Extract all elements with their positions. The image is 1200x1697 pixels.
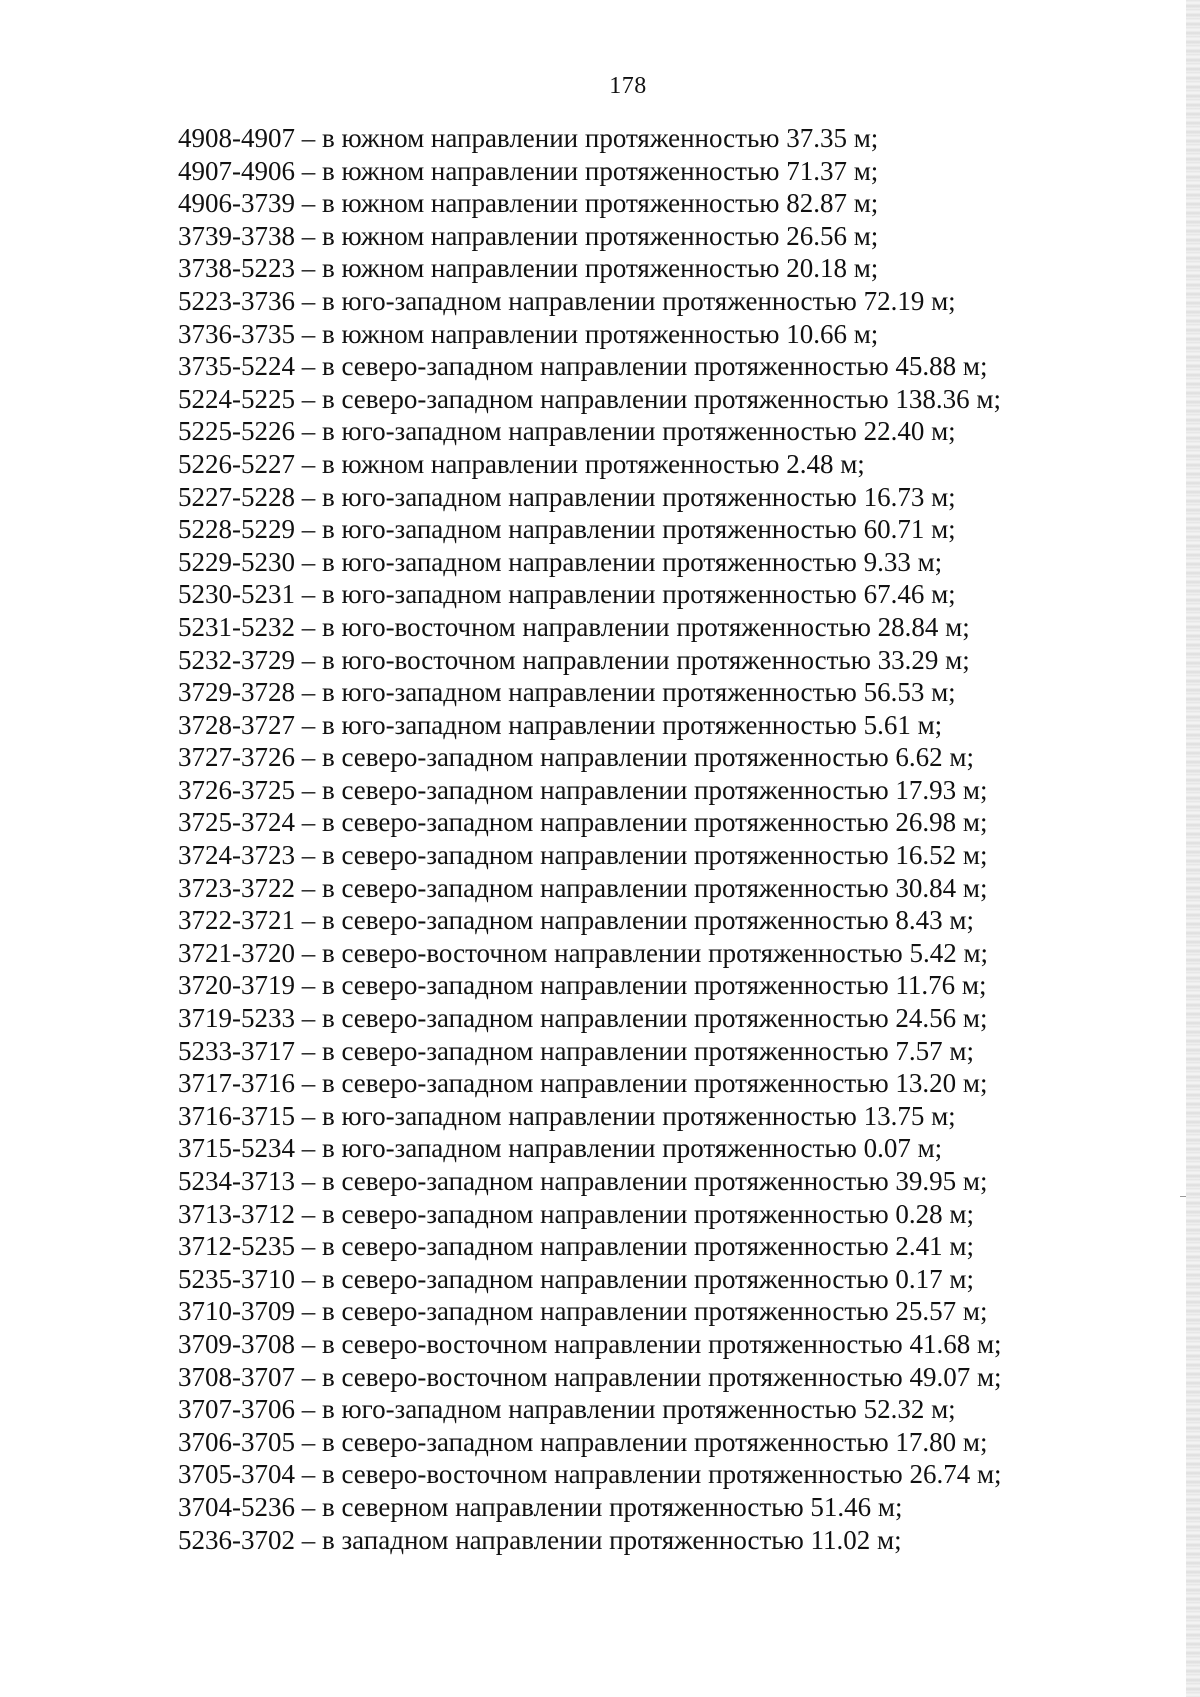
list-item: 3739-3738 – в южном направлении протяженностью 26.56 м; — [178, 220, 879, 251]
list-item: 5230-5231 – в юго-западном направлении протяженностью 67.46 м; — [178, 579, 956, 610]
list-item: 5235-3710 – в северо-западном направлении протяженностью 0.17 м; — [178, 1263, 974, 1294]
list-item: 3727-3726 – в северо-западном направлении протяженностью 6.62 м; — [178, 742, 974, 773]
list-item: 5233-3717 – в северо-западном направлении протяженностью 7.57 м; — [178, 1035, 974, 1066]
list-item: 4907-4906 – в южном направлении протяженностью 71.37 м; — [178, 155, 879, 186]
list-item: 3708-3707 – в северо-восточном направлении протяженностью 49.07 м; — [178, 1361, 1002, 1392]
list-item: 3717-3716 – в северо-западном направлении протяженностью 13.20 м; — [178, 1068, 988, 1099]
list-item: 3725-3724 – в северо-западном направлении протяженностью 26.98 м; — [178, 807, 988, 838]
list-item: 3713-3712 – в северо-западном направлении протяженностью 0.28 м; — [178, 1198, 974, 1229]
list-item: 5232-3729 – в юго-восточном направлении протяженностью 33.29 м; — [178, 644, 970, 675]
list-item: 3716-3715 – в юго-западном направлении протяженностью 13.75 м; — [178, 1100, 956, 1131]
list-item: 3720-3719 – в северо-западном направлении протяженностью 11.76 м; — [178, 970, 987, 1001]
list-item: 5226-5227 – в южном направлении протяженностью 2.48 м; — [178, 448, 865, 479]
list-item: 3721-3720 – в северо-восточном направлении протяженностью 5.42 м; — [178, 937, 989, 968]
list-item: 3728-3727 – в юго-западном направлении протяженностью 5.61 м; — [178, 709, 943, 740]
list-item: 5224-5225 – в северо-западном направлении протяженностью 138.36 м; — [178, 383, 1001, 414]
list-item: 4906-3739 – в южном направлении протяженностью 82.87 м; — [178, 188, 879, 219]
list-item: 5228-5229 – в юго-западном направлении протяженностью 60.71 м; — [178, 514, 956, 545]
list-item: 4908-4907 – в южном направлении протяженностью 37.35 м; — [178, 123, 879, 153]
list-item: 3726-3725 – в северо-западном направлении протяженностью 17.93 м; — [178, 774, 988, 805]
list-item: 3706-3705 – в северо-западном направлении протяженностью 17.80 м; — [178, 1426, 988, 1457]
list-item: 5225-5226 – в юго-западном направлении протяженностью 22.40 м; — [178, 416, 956, 447]
page-number: 178 — [609, 73, 647, 99]
list-item: 3707-3706 – в юго-западном направлении протяженностью 52.32 м; — [178, 1394, 956, 1425]
list-item: 5223-3736 – в юго-западном направлении протяженностью 72.19 м; — [178, 285, 956, 316]
list-item: 3719-5233 – в северо-западном направлении протяженностью 24.56 м; — [178, 1003, 988, 1034]
list-item: 3705-3704 – в северо-восточном направлении протяженностью 26.74 м; — [178, 1459, 1002, 1490]
list-item: 3724-3723 – в северо-западном направлении протяженностью 16.52 м; — [178, 840, 988, 871]
list-item: 5236-3702 – в западном направлении протяженностью 11.02 м; — [178, 1524, 902, 1555]
list-item: 3715-5234 – в юго-западном направлении протяженностью 0.07 м; — [178, 1133, 943, 1164]
boundary-segment-list — [178, 122, 1002, 1556]
list-item: 3738-5223 – в южном направлении протяженностью 20.18 м; — [178, 253, 879, 284]
list-item: 3735-5224 – в северо-западном направлении протяженностью 45.88 м; — [178, 351, 988, 382]
list-item: 3722-3721 – в северо-западном направлении протяженностью 8.43 м; — [178, 905, 974, 936]
list-item: 3729-3728 – в юго-западном направлении протяженностью 56.53 м; — [178, 677, 956, 708]
list-item: 3709-3708 – в северо-восточном направлении протяженностью 41.68 м; — [178, 1328, 1002, 1359]
list-item: 3704-5236 – в северном направлении протяженностью 51.46 м; — [178, 1491, 903, 1522]
list-item: 5231-5232 – в юго-восточном направлении протяженностью 28.84 м; — [178, 611, 970, 642]
list-item: 3736-3735 – в южном направлении протяженностью 10.66 м; — [178, 318, 879, 349]
list-item: 3723-3722 – в северо-западном направлении протяженностью 30.84 м; — [178, 872, 988, 903]
list-item: 5227-5228 – в юго-западном направлении протяженностью 16.73 м; — [178, 481, 956, 512]
scan-edge — [1186, 0, 1200, 1697]
list-item: 3712-5235 – в северо-западном направлении протяженностью 2.41 м; — [178, 1231, 974, 1262]
list-item: 5229-5230 – в юго-западном направлении протяженностью 9.33 м; — [178, 546, 943, 577]
list-item: 3710-3709 – в северо-западном направлении протяженностью 25.57 м; — [178, 1296, 988, 1327]
scan-edge-mark — [1180, 1196, 1186, 1197]
list-item: 5234-3713 – в северо-западном направлении протяженностью 39.95 м; — [178, 1166, 988, 1196]
